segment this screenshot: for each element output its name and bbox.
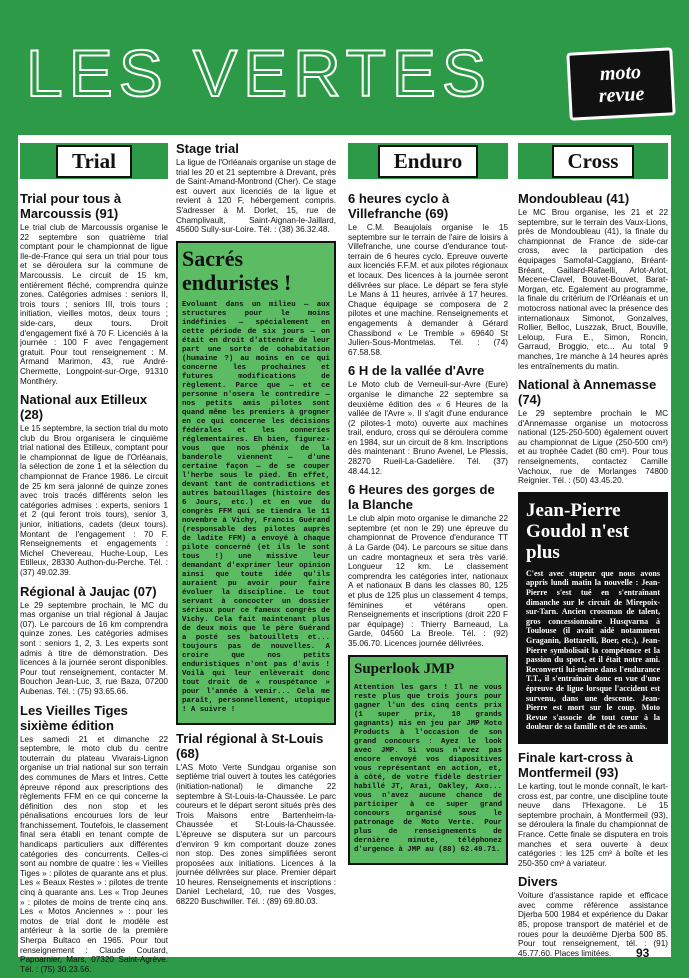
promo-box: [348, 655, 508, 865]
page-header: [0, 0, 689, 130]
article-body: Le Moto club de Verneuil-sur-Avre (Eure) organise le dimanche 22 septembre sa deuxième édition des « 6 Heures de la vallée de l'Avre ». Il s'agit d'une endurance (2 pilotes-1 moto) ouverte aux machines trail, enduro, cross qui se déroulera comme en 1984, sur un circuit de 8 km. Inscriptions dès maintenant : Bruno Avenel, Le Plessis, 28270 Rueil-La-Gadelière. Tél. (37) 48.44.12.: [348, 380, 508, 476]
box-body: Attention les gars ! Il ne vous reste plus que trois jours pour gagner l'un des cinq cents prix (1 super prix, 10 grands gagnants) mis en jeu par JMP Moto Products à l'occasion de son grand concours : Ayez le look avec JMP. Si vous n'avez pas encore envoyé vos diapositives vous représentant en action, et, à côté, de votre fidèle destrier habillé JT, Arai, Oakley, Axo... vous n'avez aucune chance de participer à ce super grand concours organisé sous le patronage de Moto Verte. Pour plus de renseignements de dernière minute, téléphonez d'urgence à JMP au (88) 62.49.71.: [354, 683, 502, 854]
article-body: L'AS Moto Verte Sundgau organise son septième trial ouvert à toutes les catégories (initiation-national) le dimanche 22 septembre à St-Louis-la-Chaussée. Le parc coureurs et le départ seront situés près des Trois Maisons entre Bartenheim-la-Chaussée et St-Louis-la-Chaussée. L'épreuve se disputera sur un parcours d'environ 9 km comportant douze zones non stop. Des zones simplifiées seront proposées aux initiations. Licences à la journée délivrées sur place. Premier départ 10 heures. Renseignements et inscriptions : Daniel Lechelard, 10, rue des Vosges, 68220 Buschwiller. Tél. : (89) 69.80.03.: [176, 762, 336, 907]
article-title: Trial pour tous à Marcoussis (91): [20, 191, 122, 221]
article-title: Les Vieilles Tiges sixième édition: [20, 702, 128, 733]
banner-label: Trial: [56, 145, 132, 178]
box-title: Jean-Pierre Goudol n'est plus: [526, 499, 629, 563]
moto-revue-logo: [566, 47, 675, 120]
article-title: Finale kart-cross à Montfermeil (93): [518, 749, 633, 780]
content-sheet: [18, 135, 671, 974]
article-body: Le club alpin moto organise le dimanche 22 septembre (et non le 29) une épreuve du championnat de Provence d'endurance TT à La Garde (04). Le parcours se situe dans un cadre montagneux et sera très varié. Longueur 12 km. Le classement comprendra les catégories inter, nationaux A et nationaux B dans les classes 80, 125 et plus de 125 plus un classement 4 temps, féminines et vétérans open. Renseignements et inscriptions (droit 220 F par équipage) : Thierry Barneaud, La Garde, 04560 La Breole. Tél. : (92) 35.06.70. Licences journée délivrées.: [348, 514, 508, 648]
article-title: 6 H de la vallée d'Avre: [348, 363, 485, 379]
article-title: 6 Heures des gorges de la Blanche: [348, 482, 495, 513]
banner-label: Cross: [552, 145, 635, 178]
article-body: Voiture d'assistance rapide et efficace avec comme référence assistance Djerba 500 1984 et expérience du Dakar 85, propose transport de matériel et de roues pour la deuxième Djerba 500 85. Pour tout renseignement, tél. : (91) 45.77.60. Places limitées.: [518, 891, 668, 958]
column-trial-2: [176, 135, 336, 911]
article-body: Les samedi 21 et dimanche 22 septembre, le moto club du centre touterrain du plateau Vivarais-Lignon organise un trial national sur son terrain des communes de Mars et Intres. Cette épreuve répond aux prescriptions des règlements FFM en ce qui concerne la définition des non stop et les pénalisations encourues lors de leur franchissement. Toutefois, le classement final sera établi en tenant compte de handicaps particuliers aux différentes catégories des concurrents. Celles-ci sont au nombre de quatre : les « Vieilles Tiges » : pilotes de quarante ans et plus. Les « Beaux Restes » : pilotes de trente cinq à quarante ans. Les « Trop Jeunes » : pilotes de moins de trente cinq ans. Les « Motos Anciennes » : pour les motos de trial dont le modèle est antérieur à la sortie de la première Sherpa Bultaco en 1965. Pour tout renseignement : Claude Coutard, Papoarnier, Mars, 07320 Saint-Agrève. Tél. : (75) 30.23.56.: [20, 734, 168, 974]
article-title: National aux Etilleux (28): [20, 392, 148, 423]
obituary-box: [518, 492, 668, 744]
section-title: LES VERTES: [26, 36, 492, 110]
column-enduro: [348, 135, 508, 871]
article-title: Régional à Jaujac (07): [20, 583, 157, 599]
category-banner: [518, 143, 668, 179]
box-body: C'est avec stupeur que nous avons appris lundi matin la nouvelle : Jean-Pierre s'est tué en s'entraînant dimanche sur le circuit de Mirepoix-sur-Tarn. Ancien crossman de talent, gros concessionnaire Husqvarna à Toulouse (il avait aidé notamment Graganin, Bottarelli, Boer, etc.), Jean-Pierre symbolisait la compétence et la passion du sport, et il était notre ami. Reconverti lui-même dans l'endurance T.T., il s'entraînait donc en vue d'une épreuve de ligue lorsque l'accident est survenu, dans une descente. Jean-Pierre est mort sur le coup. Moto Revue s'associe de tout cœur à la douleur de sa famille et de ses amis.: [526, 568, 660, 732]
article-body: Le C.M. Beaujolais organise le 15 septembre sur le terrain de l'aire de loisirs à Villefranche, une course d'endurance tout-terrain de 6 heures cyclo. Epreuve ouverte aux licenciés F.F.M. et aux pilotes régionaux et locaux. Des licences à la journée seront délivrées sur place. Le départ se fera style Le Mans à 11 heures, arrivée à 17 heures. Chaque équipage se composera de 2 pilotes et une machine. Renseignements et engagements à demander à Gérard Chassibond « Le Tremble » 69640 St Julien-Sous-Montmelas. Tél. : (74) 67.58.58.: [348, 223, 508, 357]
article-body: La ligue de l'Orléanais organise un stage de trial les 20 et 21 septembre à Drevant, près de Saint-Amand-Montrond (Cher). Ce stage est ouvert aux licenciés de la ligue et revient à 120 F, hébergement compris. S'adresser à M. Dorlet, 15, rue de Champlivault, Saint-Aignan-le-Jaillard, 45600 Sully-sur-Loire. Tél. : (38) 36.32.48.: [176, 158, 336, 235]
column-cross: [518, 135, 668, 962]
category-banner: [20, 143, 168, 179]
category-banner: [348, 143, 508, 179]
article-body: Le karting, tout le monde connaît, le kart-cross est, par contre, une discipline toute neuve dans l'Hexagone. Le 15 septembre prochain, à Montfermeil (93), se déroulera la finale du championnat de France. Cette finale se disputera en trois manches et sera ouverte à deux catégories : les 125 cm³ à boîte et les 250-350 cm³ à variateur.: [518, 781, 668, 868]
article-body: Le 29 septembre prochain le MC d'Annemasse organise un motocross national (125-250-500) également ouvert au championnat de Ligue (250-500 cm³) et au trophée Cadet (80 cm³). Pour tous renseignements, contactez Camille Vachoux, rue de Morlanges 74800 Reignier. Tél. : (50) 43.45.20.: [518, 409, 668, 486]
box-body: Evoluant dans un milieu — aux structures pour le moins indéfinies — spécialement en cette période de six jours — on était en droit d'attendre de leur part une sorte de cohabitation (humaine ?) au moins en ce qui concerne les prochaines et futures modifications de règlement. Parce que — et ce personne n'osera le contredire — nos petits amis pilotes sont quand même les premiers à grogner en ce qui concerne les décisions fédérales et les conneries réglementaires. Eh bien, figurez-vous que nos phénix de la banderole viennent — d'une certaine façon — de se couper l'herbe sous le pied. En effet, devant tant de contradictions et autres batouillages (histoire des 6 Jours, etc.) et en vue du congrès FFM qui se tiendra le 11 novembre à Vichy, Francis Guérand (responsable des pilotes auprès de ladite FFM) a envoyé à chaque pilote concerné (et ils le sont tous !) une missive leur demandant d'exprimer leur opinion ainsi que toute idée qu'ils auraient pu avoir pour faire évoluer la discipline. Le tout servant à concocter un dossier sérieux pour ce fameux congrès de Vichy. Cela fait maintenant plus de deux mois que le père Guérand a posté ses batouillets et... toujours pas de nouvelles. A croire que nos petits enduristiques n'ont pas d'avis ! Voilà qui leur enlèverait donc tout droit de « rouspétance » pour l'année à venir... Cela me paraît, personnellement, utopique ! A suivre !: [182, 300, 330, 714]
column-trial: [20, 135, 168, 978]
article-body: Le 29 septembre prochain, le MC du mas organise un trial régional à Jaujac (07). Le parcours de 16 km comprendra quinze zones. Les catégories admises sont : seniors 1, 2, 3. Les experts sont admis à titre de démonstration. Des licences à la journée seront disponibles. Pour tout renseignement, contacter M. Bouchon Jean-Luc, 3, rue Baza, 07200 Aubenas. Tél. : (75) 93.65.66.: [20, 600, 168, 696]
article-title: Stage trial: [176, 141, 239, 156]
logo-line-1: moto: [599, 60, 642, 86]
article-title: Trial régional à St-Louis (68): [176, 730, 324, 761]
editorial-box: [176, 241, 336, 725]
article-title: National à Annemasse (74): [518, 377, 657, 408]
article-body: Le 15 septembre, la section trial du moto club du Brou organisera le cinquième trial national des Etilleux, comptant pour le championnat de ligue de l'Orléanais, la sélection de zone 1 et la sélection du championnat de France 1986. Le circuit de 25 km sera jalonné de quinze zones avec trois tracés différents selon les catégories admises : experts, seniors 1 et 2 (qui feront trois tours), senior 3, junior, initiations, cadets (deux tours). Montant de l'engagement : 70 F. Renseignements et engagements : Michel Chevereau, Huche-Loup, Les Etilleux, 28330 Authon-du-Perche. Tél. : (37) 49.02.39.: [20, 424, 168, 577]
article-body: Le trial club de Marcoussis organise le 22 septembre son quatrième trial comptant pour le championnat de ligue Ile-de-France qui sera un trial pour tous et se déroulera sur la commune de Marcoussis. Le circuit de 15 km, entièrement fléché, comprendra quinze zones. Catégories admises : seniors II, trois tours ; seniors III, trois tours ; initiation, vieilles motos, deux tours ; side-cars, deux tours. Droit d'engagement fixé à 70 F. Licenciés à la journée : 100 F avec l'engagement gratuit. Pour tout renseignement : M. Armand Marimon, 43, rue André-Chermette, Longpoint-sur-Orge, 91310 Montlhéry.: [20, 223, 168, 386]
box-title: Sacrés enduristes !: [182, 245, 292, 295]
logo-line-2: revue: [598, 82, 645, 108]
article-title: Mondoubleau (41): [518, 191, 630, 206]
article-title: 6 heures cyclo à Villefranche (69): [348, 191, 450, 221]
box-title: Superlook JMP: [354, 660, 455, 677]
banner-label: Enduro: [378, 145, 479, 178]
article-title: Divers: [518, 874, 558, 890]
page-number: 93: [636, 946, 650, 960]
article-body: Le MC Brou organise, les 21 et 22 septembre, sur le terrain des Vaux-Lions, près de Mondoubleau (41), la finale du championnat de France de side-car cross, avec la participation des équipages Samofal-Caggiano, Bréant-Bréant, Gaillard-Rafaelli, Arlot-Arlot, Mecene-Clavel, Bouvet-Bouvet, Barat-Morgan, etc. Egalement au programme, la finale du critérium de l'Orléanais et un motocross national avec la présence des internationaux Simonot, Gonzalves, Rollier, Belloc, Luszzak, Bruct, Bouville, Leloup, Fura E., Simon, Roncin, Garraud, Broggio, etc... Au total 9 manches, 1re manche à 14 heures après les entraînements du matin.: [518, 208, 668, 371]
